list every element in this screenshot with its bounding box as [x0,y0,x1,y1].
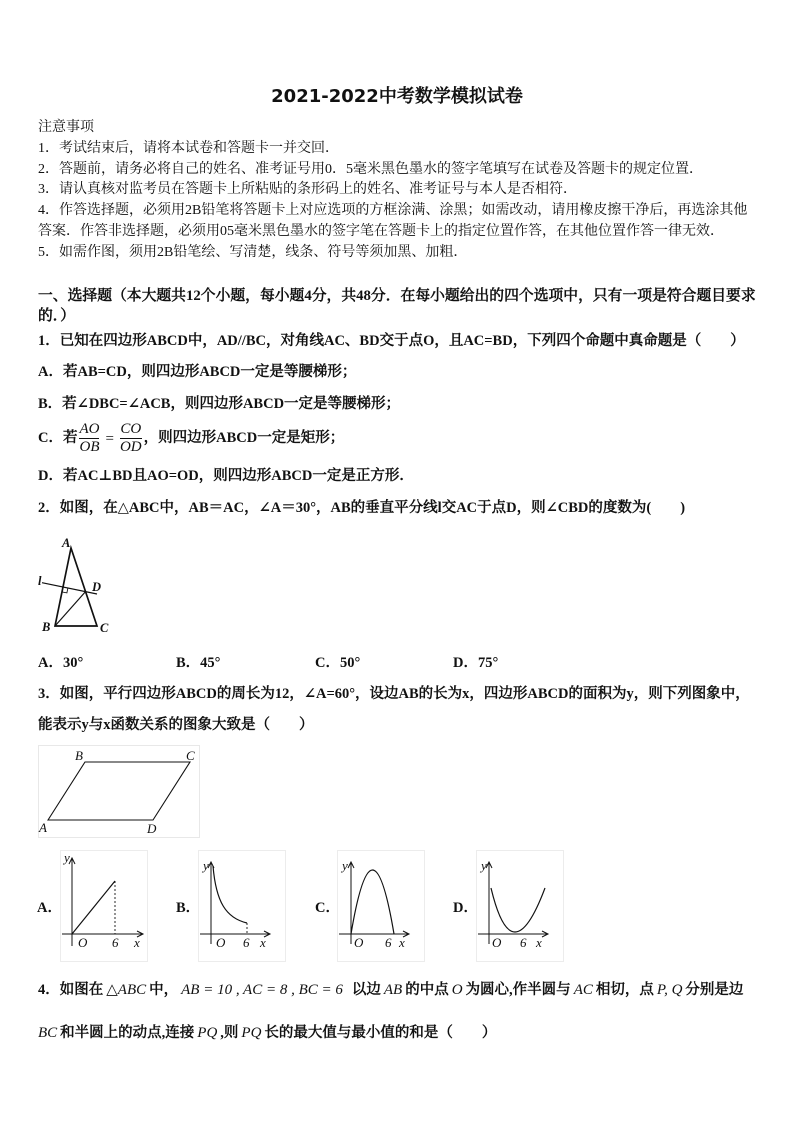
label-d: D [92,580,102,594]
label-tick-6: 6 [385,935,392,950]
q4-text: 4．如图在 [38,982,104,998]
label-y: y [203,858,209,873]
q4-math-p-q: P, Q [656,982,683,998]
q4-stem-line-1 [38,980,743,1000]
label-origin: O [492,935,502,950]
q3-graph-b [198,850,286,962]
label-tick-6: 6 [112,935,119,950]
q1-option-c [38,419,344,458]
q2-option-d: D．75° [453,655,499,671]
label-origin: O [354,935,364,950]
label-x: x [134,935,140,950]
label-tick-6: 6 [243,935,250,950]
q4-math-ac: AC [573,982,593,998]
figure-frame [39,746,200,838]
graph-curve [491,888,545,932]
q4-math-bc: BC [38,1025,58,1041]
q4-text: 长的最大值与最小值的和是（ ） [264,1025,497,1041]
parallelogram-abcd [48,762,190,820]
q3-option-a-label: A． [37,900,62,916]
q3-stem-line-1: 3．如图，平行四边形ABCD的周长为12，∠A=60°，设边AB的长为x，四边形ABCD的面积为y，则下列图象中， [38,686,750,702]
note-line-4: 4．作答选择题，必须用2B铅笔将答题卡上对应选项的方框涂满、涂黑；如需改动，请用橡皮擦干净后，再选涂其他 [38,203,748,218]
q4-text: 相切，点 [595,982,654,998]
q4-text: 以边 [351,982,381,998]
q1-option-c-prefix: C．若 [38,430,78,446]
q1-option-a: A．若AB=CD，则四边形ABCD一定是等腰梯形； [38,364,357,380]
fraction-denominator: OB [79,439,100,456]
fraction-numerator: CO [120,421,142,438]
fraction-ao-over-ob [79,421,99,456]
q4-math-triangle-abc: △ABC [106,982,147,998]
q4-math-o: O [451,982,463,998]
label-a: A [62,536,71,550]
q1-stem: 1．已知在四边形ABCD中，AD//BC，对角线AC、BD交于点O，且AC=BD，下列四个命题中真命题是（ ） [38,333,745,349]
q4-text: 的中点 [405,982,449,998]
label-b: B [75,748,83,763]
notes-heading: 注意事项 [38,120,94,135]
q4-text: 分别是边 [685,982,744,998]
q3-option-d-label: D． [453,900,478,916]
q4-stem-line-2 [38,1023,496,1043]
label-origin: O [78,935,88,950]
label-b: B [42,620,51,634]
q3-option-b-label: B． [176,900,201,916]
q1-option-c-suffix: ，则四边形ABCD一定是矩形； [143,430,345,446]
fraction-co-over-od [120,421,142,456]
equals-sign: = [105,430,114,447]
label-y: y [64,850,70,865]
label-l: l [38,574,42,588]
label-c: C [100,621,109,635]
label-d: D [147,821,157,836]
label-y: y [481,858,487,873]
label-tick-6: 6 [520,935,527,950]
note-line-4-continued: 答案．作答非选择题，必须用05毫米黑色墨水的签字笔在答题卡上的指定位置作答，在其他位置作答一律无效． [38,224,724,239]
q3-parallelogram-figure [38,745,200,838]
q2-option-a: A．30° [38,655,84,671]
q4-text: ,则 [220,1025,239,1041]
q3-option-c-label: C． [315,900,340,916]
fraction-numerator: AO [79,421,100,438]
graph-curve [351,870,394,934]
q2-option-b: B．45° [176,655,221,671]
label-x: x [399,935,405,950]
label-origin: O [216,935,226,950]
label-x: x [536,935,542,950]
fraction-denominator: OD [119,439,142,456]
label-x: x [260,935,266,950]
note-line-3: 3．请认真核对监考员在答题卡上所粘贴的条形码上的姓名、准考证号与本人是否相符． [38,182,577,197]
q1-option-b: B．若∠DBC=∠ACB，则四边形ABCD一定是等腰梯形； [38,396,401,412]
note-line-1: 1．考试结束后，请将本试卷和答题卡一并交回． [38,141,339,156]
note-line-2: 2．答题前，请务必将自己的姓名、准考证号用0．5毫米黑色墨水的签字笔填写在试卷及答题卡的规定位置． [38,162,703,177]
graph-line [72,881,115,934]
q2-option-c: C．50° [315,655,361,671]
segment-bd [55,592,86,626]
graph-frame [199,851,286,962]
label-a: A [39,820,47,835]
note-line-5: 5．如需作图，须用2B铅笔绘、写清楚，线条、符号等须加黑、加粗． [38,245,468,260]
q4-math-ab: AB [383,982,403,998]
section-heading: 一、选择题（本大题共12个小题，每小题4分，共48分．在每小题给出的四个选项中，只有一项是符合题目要求 [38,288,756,304]
q2-stem: 2．如图，在△ABC中，AB＝AC，∠A＝30°，AB的垂直平分线l交AC于点D，则∠CBD的度数为( ) [38,500,686,516]
perpendicular-bisector-l [42,583,97,594]
label-c: C [186,748,195,763]
q2-triangle-figure [30,535,120,640]
graph-curve [213,866,247,923]
q4-math-pq: PQ [197,1025,218,1041]
q3-graph-c [337,850,425,962]
q3-graph-d [476,850,564,962]
section-heading-continued: 的．） [38,308,75,324]
q3-graph-a [60,850,148,962]
q4-math-pq: PQ [241,1025,262,1041]
q1-option-d: D．若AC⊥BD且AO=OD，则四边形ABCD一定是正方形． [38,468,414,484]
q4-text: 为圆心,作半圆与 [465,982,571,998]
q4-math-side-lengths: AB = 10 , AC = 8 , BC = 6 [181,982,343,998]
label-y: y [342,858,348,873]
q4-text: 和半圆上的动点,连接 [60,1025,195,1041]
page-title: 2021-2022中考数学模拟试卷 [271,86,523,107]
q3-stem-line-2: 能表示y与x函数关系的图象大致是（ ） [38,717,314,733]
q4-text: 中， [149,982,179,998]
